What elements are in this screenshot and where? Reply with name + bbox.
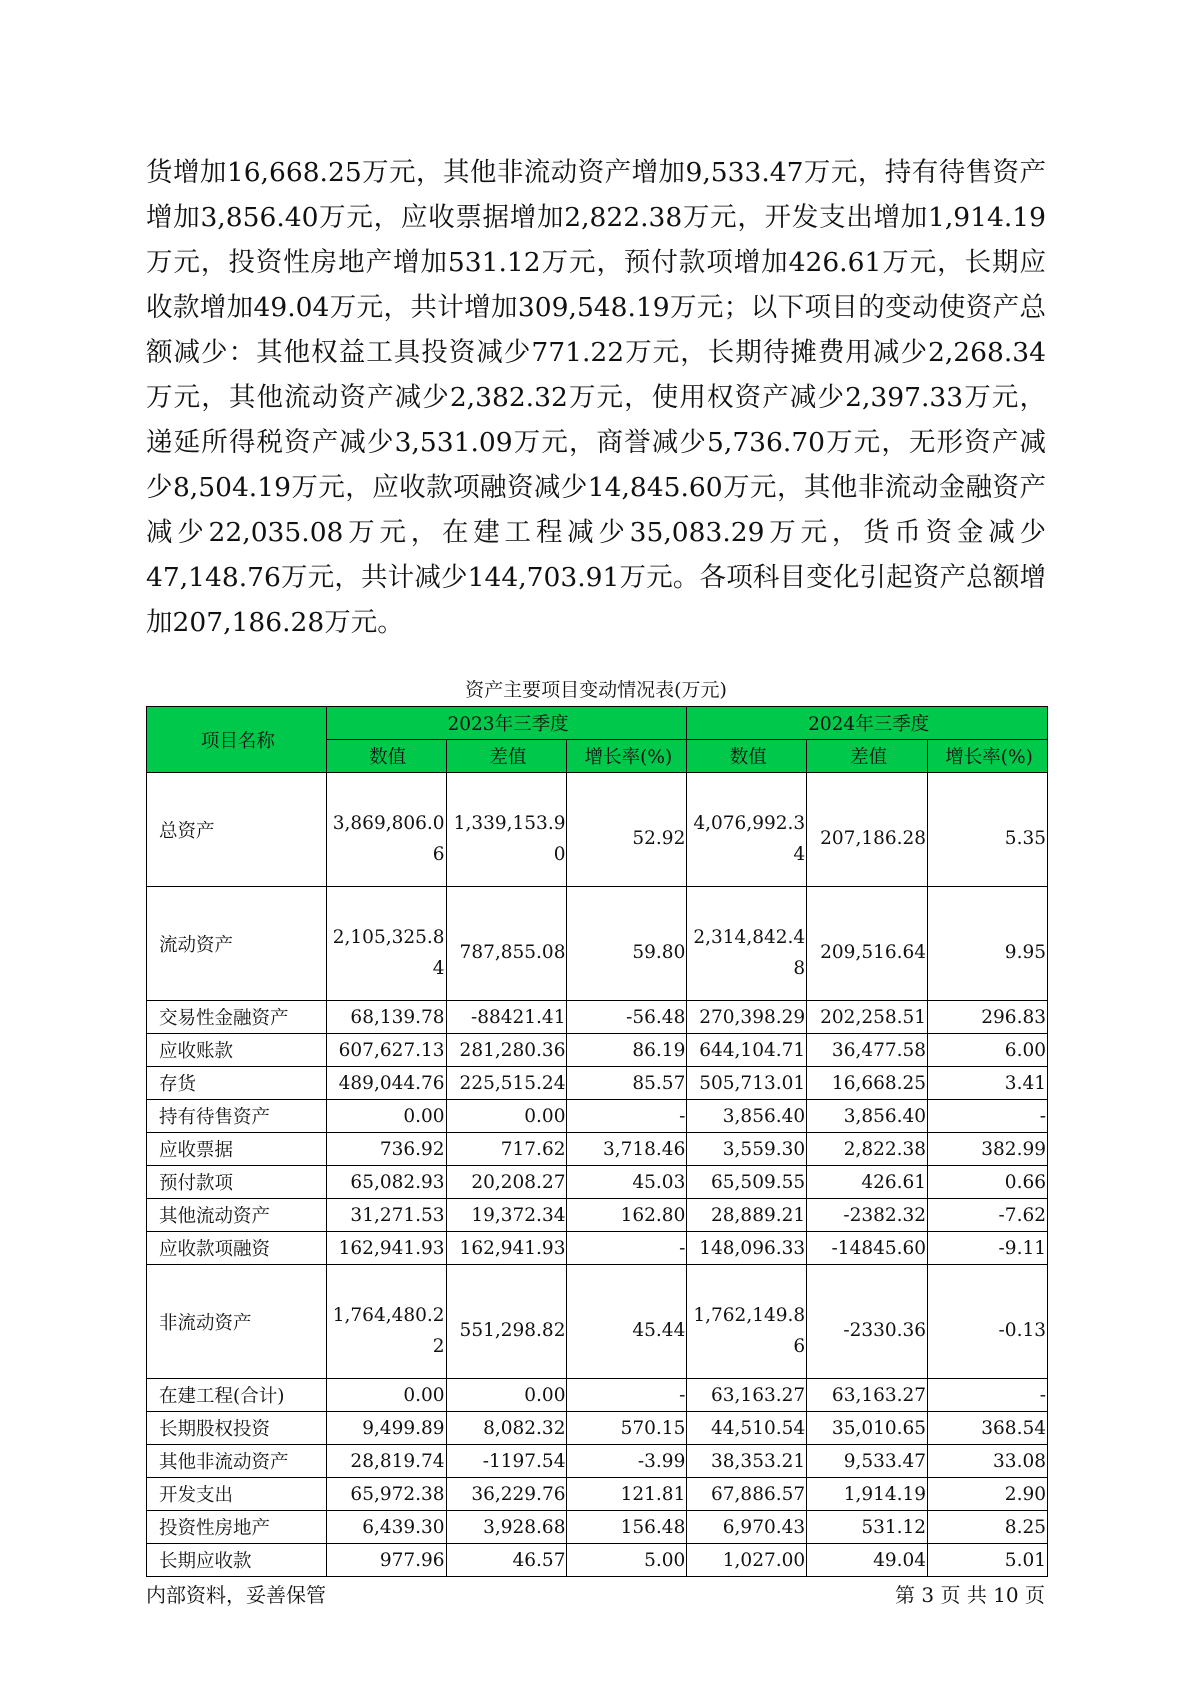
- growth-rate-2024-cell: -0.13: [928, 1265, 1048, 1379]
- difference-2024-cell: 63,163.27: [807, 1379, 928, 1412]
- paragraph-line: 少8,504.19万元，应收款项融资减少14,845.60万元，其他非流动金融资产: [146, 472, 1046, 503]
- table-row: [147, 1445, 1048, 1478]
- growth-rate-2023-cell: -56.48: [567, 1001, 687, 1034]
- growth-rate-2024-cell: 382.99: [928, 1133, 1048, 1166]
- value-2024-cell: 44,510.54: [687, 1412, 807, 1445]
- difference-2024-cell: 202,258.51: [807, 1001, 928, 1034]
- growth-rate-2023-cell: -: [567, 1379, 687, 1412]
- header-difference: 差值: [807, 740, 928, 773]
- difference-2024-cell: 531.12: [807, 1511, 928, 1544]
- table-row: [147, 1412, 1048, 1445]
- table-row: [147, 773, 1048, 887]
- table-row: [147, 1265, 1048, 1379]
- growth-rate-2023-cell: 3,718.46: [567, 1133, 687, 1166]
- difference-2023-cell: 3,928.68: [446, 1511, 567, 1544]
- value-2024-cell: 67,886.57: [687, 1478, 807, 1511]
- table-caption: 资产主要项目变动情况表(万元): [465, 679, 727, 701]
- paragraph-line: 收款增加49.04万元，共计增加309,548.19万元；以下项目的变动使资产总: [146, 292, 1046, 323]
- paragraph-line: 额减少：其他权益工具投资减少771.22万元，长期待摊费用减少2,268.34: [146, 337, 1046, 368]
- growth-rate-2023-cell: 162.80: [567, 1199, 687, 1232]
- table-row: [147, 1133, 1048, 1166]
- growth-rate-2024-cell: 8.25: [928, 1511, 1048, 1544]
- paragraph-line: 增加3,856.40万元，应收票据增加2,822.38万元，开发支出增加1,914.19: [146, 202, 1046, 233]
- difference-2023-cell: 19,372.34: [446, 1199, 567, 1232]
- difference-2023-cell: 225,515.24: [446, 1067, 567, 1100]
- item-name-cell: 交易性金融资产: [147, 1001, 327, 1034]
- difference-2024-cell: 2,822.38: [807, 1133, 928, 1166]
- value-2024-cell: 3,559.30: [687, 1133, 807, 1166]
- difference-2023-cell: 8,082.32: [446, 1412, 567, 1445]
- value-2023-cell: 28,819.74: [326, 1445, 446, 1478]
- growth-rate-2023-cell: 570.15: [567, 1412, 687, 1445]
- value-2024-cell: 63,163.27: [687, 1379, 807, 1412]
- difference-2023-cell: 0.00: [446, 1100, 567, 1133]
- difference-2024-cell: 426.61: [807, 1166, 928, 1199]
- header-period-2024: 2024年三季度: [687, 707, 1048, 740]
- difference-2023-cell: 162,941.93: [446, 1232, 567, 1265]
- growth-rate-2024-cell: 0.66: [928, 1166, 1048, 1199]
- paragraph-line: 47,148.76万元，共计减少144,703.91万元。各项科目变化引起资产总额增: [146, 562, 1046, 593]
- header-growth-rate: 增长率(%): [567, 740, 687, 773]
- header-value: 数值: [326, 740, 446, 773]
- difference-2024-cell: 35,010.65: [807, 1412, 928, 1445]
- value-2023-cell: 0.00: [326, 1100, 446, 1133]
- value-2024-cell: 270,398.29: [687, 1001, 807, 1034]
- table-row: [147, 1232, 1048, 1265]
- item-name-cell: 投资性房地产: [147, 1511, 327, 1544]
- growth-rate-2024-cell: 368.54: [928, 1412, 1048, 1445]
- growth-rate-2023-cell: 45.44: [567, 1265, 687, 1379]
- paragraph-line: 加207,186.28万元。: [146, 607, 404, 638]
- asset-change-table: [146, 706, 1048, 1577]
- growth-rate-2023-cell: 85.57: [567, 1067, 687, 1100]
- value-2024-cell: 4,076,992.34: [687, 773, 807, 887]
- item-name-cell: 非流动资产: [147, 1265, 327, 1379]
- value-2024-cell: 1,762,149.86: [687, 1265, 807, 1379]
- value-2024-cell: 2,314,842.48: [687, 887, 807, 1001]
- difference-2024-cell: 36,477.58: [807, 1034, 928, 1067]
- growth-rate-2023-cell: 86.19: [567, 1034, 687, 1067]
- growth-rate-2023-cell: 52.92: [567, 773, 687, 887]
- paragraph-line: 货增加16,668.25万元，其他非流动资产增加9,533.47万元，持有待售资产: [146, 157, 1046, 188]
- difference-2024-cell: -14845.60: [807, 1232, 928, 1265]
- growth-rate-2023-cell: -: [567, 1100, 687, 1133]
- difference-2024-cell: -2330.36: [807, 1265, 928, 1379]
- item-name-cell: 存货: [147, 1067, 327, 1100]
- value-2023-cell: 3,869,806.06: [326, 773, 446, 887]
- growth-rate-2024-cell: 5.01: [928, 1544, 1048, 1577]
- difference-2024-cell: -2382.32: [807, 1199, 928, 1232]
- value-2023-cell: 65,082.93: [326, 1166, 446, 1199]
- growth-rate-2024-cell: 2.90: [928, 1478, 1048, 1511]
- growth-rate-2023-cell: 5.00: [567, 1544, 687, 1577]
- growth-rate-2024-cell: -7.62: [928, 1199, 1048, 1232]
- footer-confidential-note: 内部资料，妥善保管: [146, 1583, 326, 1607]
- difference-2024-cell: 1,914.19: [807, 1478, 928, 1511]
- body-paragraph: [146, 150, 1046, 645]
- header-period-2023: 2023年三季度: [326, 707, 687, 740]
- growth-rate-2024-cell: 9.95: [928, 887, 1048, 1001]
- item-name-cell: 在建工程(合计): [147, 1379, 327, 1412]
- value-2023-cell: 6,439.30: [326, 1511, 446, 1544]
- table-body: [147, 773, 1048, 1577]
- value-2023-cell: 736.92: [326, 1133, 446, 1166]
- item-name-cell: 开发支出: [147, 1478, 327, 1511]
- item-name-cell: 长期应收款: [147, 1544, 327, 1577]
- table-row: [147, 1034, 1048, 1067]
- item-name-cell: 预付款项: [147, 1166, 327, 1199]
- header-value: 数值: [687, 740, 807, 773]
- difference-2023-cell: -1197.54: [446, 1445, 567, 1478]
- difference-2023-cell: 46.57: [446, 1544, 567, 1577]
- item-name-cell: 总资产: [147, 773, 327, 887]
- difference-2023-cell: 551,298.82: [446, 1265, 567, 1379]
- value-2023-cell: 9,499.89: [326, 1412, 446, 1445]
- value-2024-cell: 505,713.01: [687, 1067, 807, 1100]
- item-name-cell: 应收账款: [147, 1034, 327, 1067]
- growth-rate-2023-cell: 59.80: [567, 887, 687, 1001]
- difference-2024-cell: 209,516.64: [807, 887, 928, 1001]
- value-2024-cell: 148,096.33: [687, 1232, 807, 1265]
- difference-2023-cell: 281,280.36: [446, 1034, 567, 1067]
- table-row: [147, 1067, 1048, 1100]
- growth-rate-2023-cell: 121.81: [567, 1478, 687, 1511]
- difference-2024-cell: 3,856.40: [807, 1100, 928, 1133]
- value-2024-cell: 38,353.21: [687, 1445, 807, 1478]
- value-2023-cell: 0.00: [326, 1379, 446, 1412]
- value-2023-cell: 1,764,480.22: [326, 1265, 446, 1379]
- value-2024-cell: 1,027.00: [687, 1544, 807, 1577]
- growth-rate-2023-cell: 156.48: [567, 1511, 687, 1544]
- value-2024-cell: 6,970.43: [687, 1511, 807, 1544]
- value-2023-cell: 162,941.93: [326, 1232, 446, 1265]
- item-name-cell: 应收票据: [147, 1133, 327, 1166]
- paragraph-line: 万元，投资性房地产增加531.12万元，预付款项增加426.61万元，长期应: [146, 247, 1046, 278]
- item-name-cell: 其他流动资产: [147, 1199, 327, 1232]
- item-name-cell: 其他非流动资产: [147, 1445, 327, 1478]
- header-difference: 差值: [446, 740, 567, 773]
- difference-2023-cell: 0.00: [446, 1379, 567, 1412]
- table-row: [147, 887, 1048, 1001]
- table-row: [147, 1379, 1048, 1412]
- growth-rate-2024-cell: -: [928, 1100, 1048, 1133]
- difference-2023-cell: 717.62: [446, 1133, 567, 1166]
- footer-page-number: 第 3 页 共 10 页: [895, 1583, 1045, 1607]
- table-row: [147, 1100, 1048, 1133]
- growth-rate-2024-cell: 296.83: [928, 1001, 1048, 1034]
- table-row: [147, 1478, 1048, 1511]
- table-row: [147, 1511, 1048, 1544]
- value-2024-cell: 65,509.55: [687, 1166, 807, 1199]
- growth-rate-2024-cell: 6.00: [928, 1034, 1048, 1067]
- growth-rate-2024-cell: -9.11: [928, 1232, 1048, 1265]
- value-2023-cell: 977.96: [326, 1544, 446, 1577]
- table-row: [147, 1166, 1048, 1199]
- difference-2023-cell: 20,208.27: [446, 1166, 567, 1199]
- value-2023-cell: 2,105,325.84: [326, 887, 446, 1001]
- difference-2023-cell: 36,229.76: [446, 1478, 567, 1511]
- difference-2023-cell: 787,855.08: [446, 887, 567, 1001]
- growth-rate-2023-cell: -: [567, 1232, 687, 1265]
- value-2023-cell: 489,044.76: [326, 1067, 446, 1100]
- growth-rate-2024-cell: 3.41: [928, 1067, 1048, 1100]
- paragraph-line: 万元，其他流动资产减少2,382.32万元，使用权资产减少2,397.33万元，: [146, 382, 1046, 413]
- paragraph-line: 减少22,035.08万元，在建工程减少35,083.29万元，货币资金减少: [146, 517, 1046, 548]
- difference-2023-cell: -88421.41: [446, 1001, 567, 1034]
- difference-2024-cell: 49.04: [807, 1544, 928, 1577]
- difference-2024-cell: 16,668.25: [807, 1067, 928, 1100]
- value-2023-cell: 68,139.78: [326, 1001, 446, 1034]
- paragraph-line: 递延所得税资产减少3,531.09万元，商誉减少5,736.70万元，无形资产减: [146, 427, 1046, 458]
- table-row: [147, 1544, 1048, 1577]
- item-name-cell: 流动资产: [147, 887, 327, 1001]
- difference-2024-cell: 9,533.47: [807, 1445, 928, 1478]
- table-row: [147, 1001, 1048, 1034]
- value-2024-cell: 28,889.21: [687, 1199, 807, 1232]
- growth-rate-2023-cell: -3.99: [567, 1445, 687, 1478]
- item-name-cell: 持有待售资产: [147, 1100, 327, 1133]
- header-growth-rate: 增长率(%): [928, 740, 1048, 773]
- growth-rate-2023-cell: 45.03: [567, 1166, 687, 1199]
- value-2024-cell: 644,104.71: [687, 1034, 807, 1067]
- header-item-name: 项目名称: [147, 707, 327, 773]
- value-2023-cell: 65,972.38: [326, 1478, 446, 1511]
- difference-2024-cell: 207,186.28: [807, 773, 928, 887]
- item-name-cell: 应收款项融资: [147, 1232, 327, 1265]
- growth-rate-2024-cell: 33.08: [928, 1445, 1048, 1478]
- table-row: [147, 1199, 1048, 1232]
- growth-rate-2024-cell: -: [928, 1379, 1048, 1412]
- item-name-cell: 长期股权投资: [147, 1412, 327, 1445]
- growth-rate-2024-cell: 5.35: [928, 773, 1048, 887]
- value-2024-cell: 3,856.40: [687, 1100, 807, 1133]
- value-2023-cell: 607,627.13: [326, 1034, 446, 1067]
- value-2023-cell: 31,271.53: [326, 1199, 446, 1232]
- difference-2023-cell: 1,339,153.90: [446, 773, 567, 887]
